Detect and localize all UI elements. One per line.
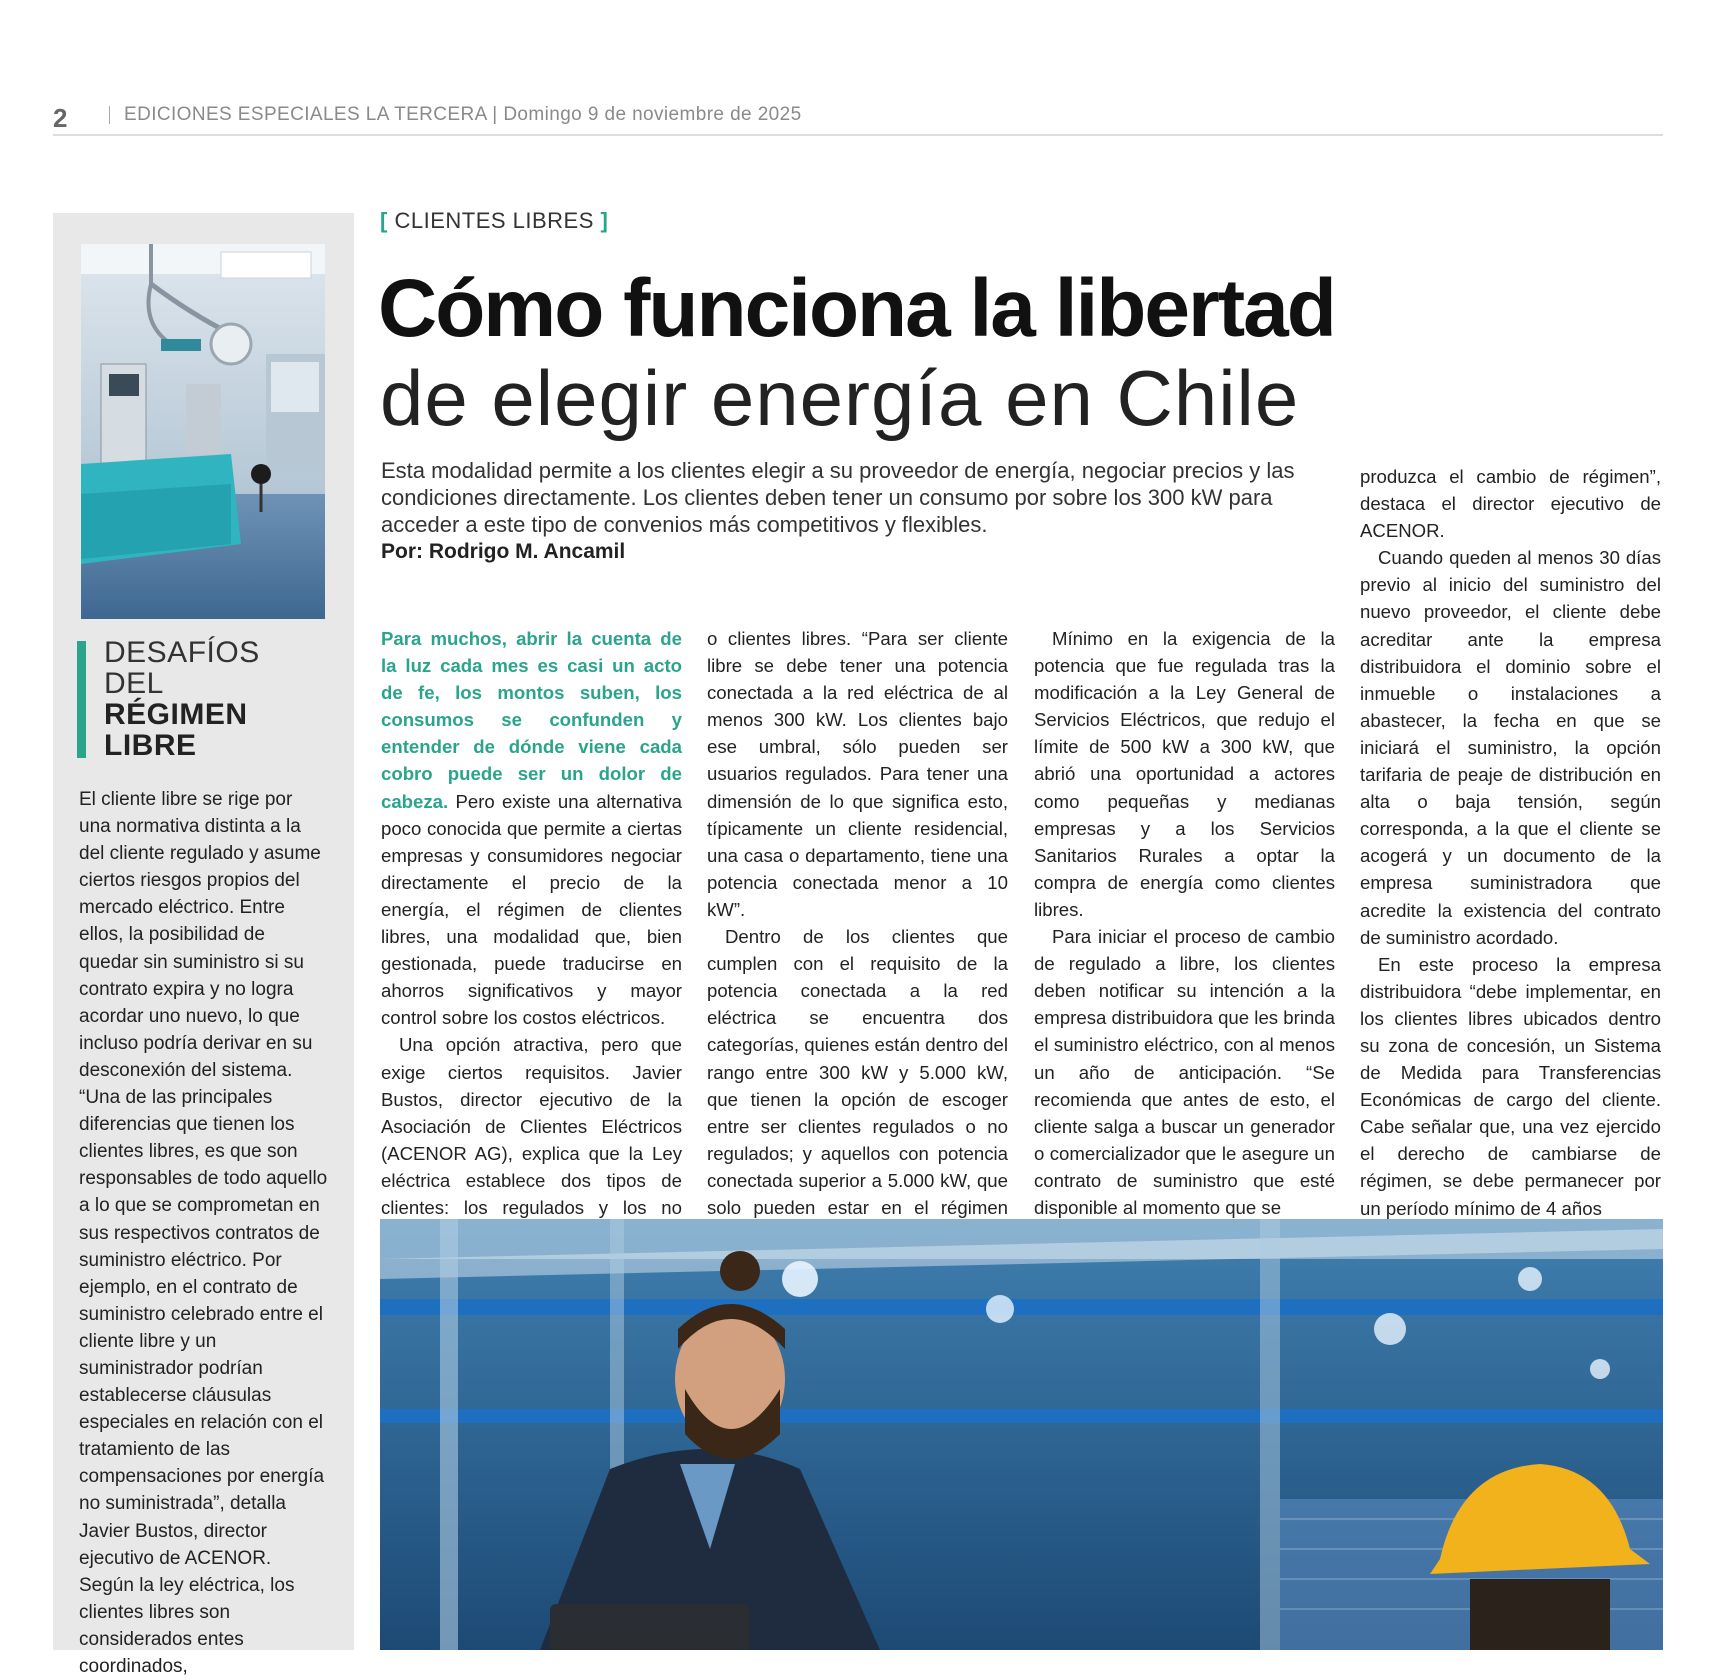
sidebar-box	[53, 213, 354, 1677]
article-lead: Esta modalidad permite a los clientes elegir a su proveedor de energía, negociar precios y las condiciones directamente. Los clientes deben tener un consumo por sobre los 300 kW para acceder a este tipo de convenios más competitivos y flexibles.	[381, 458, 1295, 537]
page-number: 2	[53, 103, 68, 133]
paragraph: En este proceso la empresa distribuidora “debe implementar, en los clientes libres ubicados dentro su zona de concesión, un Sistema de Medida para Transferencias Económicas de cargo del cliente. Cabe señalar que, una vez ejercido el derecho de cambiarse de régimen, se debe permanecer por un período mínimo de 4 años	[1360, 953, 1661, 1219]
article-column-1	[381, 625, 682, 1248]
paragraph: Dentro de los clientes que cumplen con el requisito de la potencia conectada a la red eléctrica se encuentra dos categorías, quienes están dentro del rango entre 300 kW y 5.000 kW, que tienen la opción de escoger entre ser clientes regulados o no regulados; y aquellos con potencia conectada superior a 5.000 kW, que solo pueden estar en el régimen	[707, 926, 1008, 1218]
sidebar-title-line: LIBRE	[104, 729, 197, 762]
paragraph: Mínimo en la exigencia de la potencia que fue regulada tras la modificación a la Ley General de Servicios Eléctricos, que redujo el límite de 500 kW a 300 kW, que abrió una oportunidad a actores como pequeñas y medianas empresas y a los Servicios Sanitarios Rurales a optar la compra de energía como clientes libres.	[1034, 628, 1335, 920]
sidebar-title-line: DEL	[104, 667, 164, 700]
paragraph: produzca el cambio de régimen”, destaca el director ejecutivo de ACENOR.	[1360, 466, 1661, 542]
sidebar-accent-bar	[77, 641, 86, 758]
sidebar-title-line: RÉGIMEN	[104, 698, 248, 731]
sidebar-title	[104, 637, 260, 761]
article-column-2	[707, 625, 1008, 1248]
byline: Por: Rodrigo M. Ancamil	[381, 540, 626, 563]
kicker-label: CLIENTES LIBRES	[394, 208, 594, 233]
kicker-bracket-close: ]	[600, 208, 609, 233]
kicker-bracket-open: [	[380, 208, 388, 233]
engineers-photo	[380, 1219, 1663, 1650]
headline-line-1: Cómo funciona la libertad	[378, 263, 1335, 354]
paragraph: o clientes libres. “Para ser cliente libre se debe tener una potencia conectada a la red eléctrica de al menos 300 kW. Los clientes bajo ese umbral, sólo pueden ser usuarios regulados. Para tener una dimensión de lo que significa esto, típicamente un cliente residencial, una casa o departamento, tiene una potencia conectada menor a 10 kW”.	[707, 628, 1008, 920]
paragraph: Pero existe una alternativa poco conocida que permite a ciertas empresas y consumidores negociar directamente el precio de la energía, el régimen de clientes libres, una modalidad que, bien gestionada, puede traducirse en ahorros significativos y mayor control sobre los costos eléctricos.	[381, 790, 683, 1029]
page-header	[53, 100, 1663, 136]
article-column-4	[1360, 463, 1661, 1222]
paragraph: Una opción atractiva, pero que exige ciertos requisitos. Javier Bustos, director ejecutivo de la Asociación de Clientes Eléctricos (ACENOR AG), explica que la Ley eléctrica establece dos tipos de clientes: los regulados y los no	[381, 1034, 682, 1218]
operating-room-photo	[81, 244, 325, 619]
article-column-3	[1034, 625, 1335, 1221]
header-section-date: EDICIONES ESPECIALES LA TERCERA | Domingo 9 de noviembre de 2025	[124, 104, 802, 125]
sidebar-title-line: DESAFÍOS	[104, 636, 260, 669]
paragraph: Para iniciar el proceso de cambio de regulado a libre, los clientes deben notificar su intención a la empresa distribuidora que les brinda el suministro eléctrico, con al menos un año de anticipación. “Se recomienda que antes de esto, el cliente salga a buscar un generador o comercializador que le asegure un contrato de suministro que esté disponible al momento que se	[1034, 926, 1335, 1218]
headline-line-2: de elegir energía en Chile	[380, 354, 1300, 442]
lede-highlight: Para muchos, abrir la cuenta de la luz cada mes es casi un acto de fe, los montos suben, los consumos se confunden y entender de dónde viene cada cobro puede ser un dolor de cabeza.	[381, 628, 682, 812]
header-divider	[109, 106, 110, 124]
section-kicker	[380, 208, 608, 234]
sidebar-body-text: El cliente libre se rige por una normativa distinta a la del cliente regulado y asume ciertos riesgos propios del mercado eléctrico. Entre ellos, la posibilidad de quedar sin suministro si su contrato expira y no logra acordar uno nuevo, lo que incluso podría derivar en su desconexión del sistema. “Una de las principales diferencias que tienen los clientes libres, es que son responsables de todo aquello a lo que se comprometan en sus respectivos contratos de suministro eléctrico. Por ejemplo, en el contrato de suministro celebrado entre el cliente libre y un suministrador podrían establecerse cláusulas especiales en relación con el tratamiento de las compensaciones por energía no suministrada”, detalla Javier Bustos, director ejecutivo de ACENOR. Según la ley eléctrica, los clientes libres son considerados entes coordinados,	[79, 789, 328, 1677]
paragraph: Cuando queden al menos 30 días previo al inicio del suministro del nuevo proveedor, el cliente debe acreditar ante la empresa distribuidora el dominio sobre el inmueble o instalaciones a abastecer, la fecha en que se iniciará el suministro, la opción tarifaria de peaje de distribución en alta o baja tensión, según corresponda, a la que el cliente se acogerá y un documento de la empresa suministradora que acredite la existencia del contrato de suministro acordado.	[1360, 547, 1661, 948]
